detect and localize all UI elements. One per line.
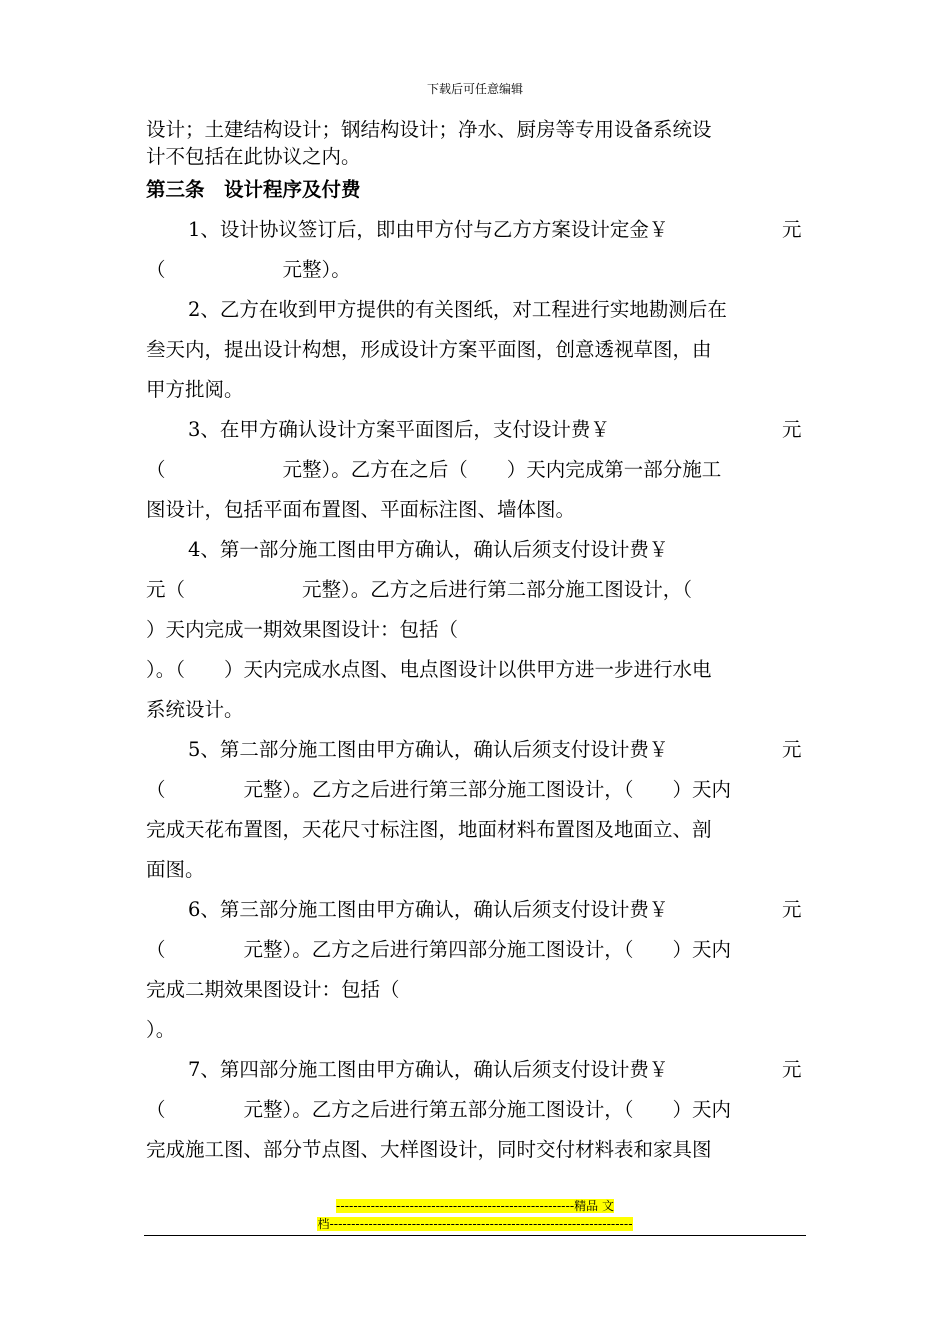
text-line: 完成施工图、部分节点图、大样图设计，同时交付材料表和家具图 [146, 1138, 712, 1161]
unit-yuan: 元 [782, 218, 802, 241]
text-line: 3、在甲方确认设计方案平面图后，支付设计费￥ [188, 418, 610, 441]
text-line: 1、设计协议签订后，即由甲方付与乙方方案设计定金￥ [188, 218, 669, 241]
footer-text: 档---------------------------------------------------------------------- [317, 1217, 633, 1231]
footer-text: -------------------------------------------------------精品 文 [336, 1199, 614, 1213]
text-line: （ 元整）。乙方之后进行第五部分施工图设计，（ ）天内 [146, 1098, 732, 1121]
unit-yuan: 元 [782, 738, 802, 761]
text-line: 4、第一部分施工图由甲方确认，确认后须支付设计费￥ [188, 538, 669, 561]
text-line: ）天内完成一期效果图设计：包括（ [146, 618, 459, 641]
text-line: ）。（ ）天内完成水点图、电点图设计以供甲方进一步进行水电 [146, 658, 712, 681]
text-line: 叁天内，提出设计构想，形成设计方案平面图，创意透视草图，由 [146, 338, 712, 361]
text-line: 元（ 元整）。乙方之后进行第二部分施工图设计，（ [146, 578, 693, 601]
footer-watermark-line2 [0, 1216, 950, 1232]
unit-yuan: 元 [782, 418, 802, 441]
text-line: 6、第三部分施工图由甲方确认，确认后须支付设计费￥ [188, 898, 669, 921]
text-line: 5、第二部分施工图由甲方确认，确认后须支付设计费￥ [188, 738, 669, 761]
text-line: 甲方批阅。 [146, 378, 244, 401]
text-line: （ 元整）。乙方之后进行第四部分施工图设计，（ ）天内 [146, 938, 732, 961]
unit-yuan: 元 [782, 898, 802, 921]
text-line: 完成天花布置图，天花尺寸标注图，地面材料布置图及地面立、剖 [146, 818, 712, 841]
text-line: 2、乙方在收到甲方提供的有关图纸，对工程进行实地勘测后在 [188, 298, 727, 321]
text-line: 图设计，包括平面布置图、平面标注图、墙体图。 [146, 498, 576, 521]
unit-yuan: 元 [782, 1058, 802, 1081]
footer-watermark-line1 [0, 1198, 950, 1214]
header-note: 下载后可任意编辑 [426, 82, 523, 96]
text-line: 计不包括在此协议之内。 [146, 145, 361, 168]
section-heading: 第三条 设计程序及付费 [146, 178, 361, 201]
footer-divider [144, 1235, 806, 1236]
text-line: 完成二期效果图设计：包括（ [146, 978, 400, 1001]
text-line: （ 元整）。 [146, 258, 351, 281]
text-line: ）。 [146, 1018, 176, 1041]
text-line: （ 元整）。乙方在之后（ ）天内完成第一部分施工 [146, 458, 722, 481]
text-line: （ 元整）。乙方之后进行第三部分施工图设计，（ ）天内 [146, 778, 732, 801]
text-line: 设计；土建结构设计；钢结构设计；净水、厨房等专用设备系统设 [146, 118, 712, 141]
text-line: 系统设计。 [146, 698, 244, 721]
text-line: 7、第四部分施工图由甲方确认，确认后须支付设计费￥ [188, 1058, 669, 1081]
text-line: 面图。 [146, 858, 205, 881]
